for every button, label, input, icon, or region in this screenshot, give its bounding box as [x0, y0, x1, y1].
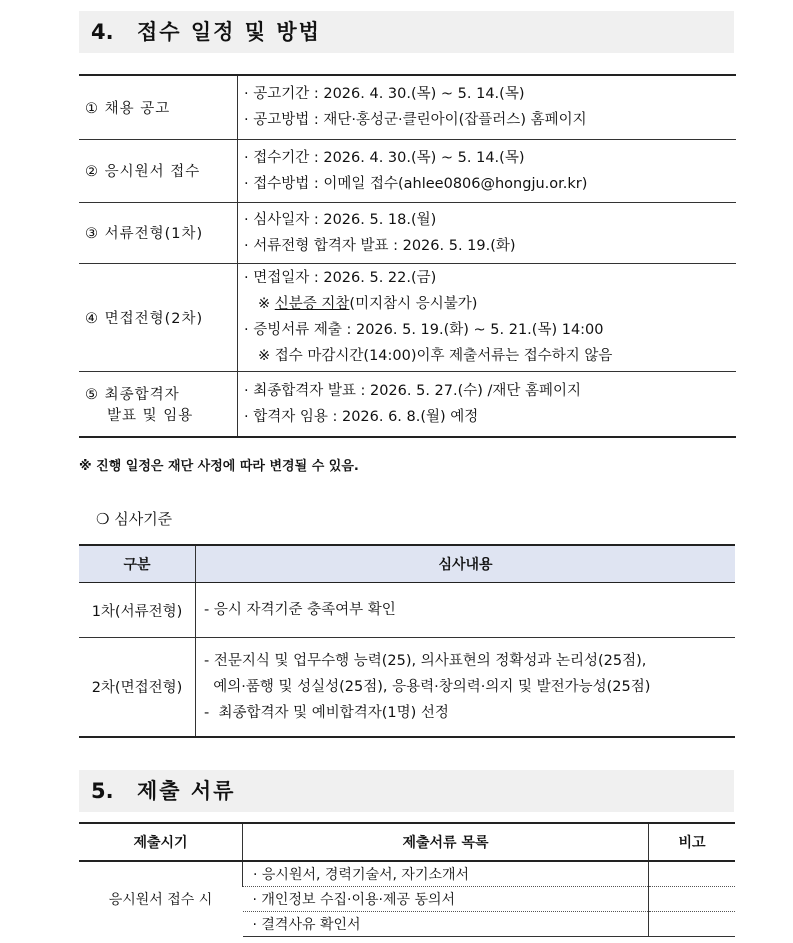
row-content: · 공고기간 : 2026. 4. 30.(목) ~ 5. 14.(목) · 공고방법 : 재단·홍성군·클린아이(잡플러스) 홈페이지 — [244, 86, 587, 129]
section-title: 접수 일정 및 방법 — [137, 20, 321, 44]
id-note: ※ 신분증 지참(미지참시 응시불가) — [258, 296, 478, 312]
section-4-header — [79, 11, 734, 53]
table-header-row — [79, 823, 735, 861]
document-item: · 응시원서, 경력기술서, 자기소개서 — [243, 861, 649, 887]
remarks-cell — [649, 887, 736, 912]
table-row — [79, 139, 736, 202]
row-label: ③ 서류전형(1차) — [79, 202, 238, 263]
table-row — [79, 371, 736, 437]
submission-timing: 응시원서 접수 시 — [108, 892, 213, 909]
section-title: 제출 서류 — [137, 779, 236, 803]
table-row — [79, 202, 736, 263]
row-label: ① 채용 공고 — [79, 75, 238, 139]
criteria-content: - 응시 자격기준 충족여부 확인 — [196, 583, 736, 638]
row-content: · 최종합격자 발표 : 2026. 5. 27.(수) /재단 홈페이지 · 합격자 임용 : 2026. 6. 8.(월) 예정 — [244, 382, 582, 425]
column-header: 제출서류 목록 — [243, 823, 649, 861]
criteria-table — [79, 544, 735, 738]
table-row — [79, 263, 736, 371]
schedule-table — [79, 74, 736, 438]
criteria-heading: ❍ 심사기준 — [96, 510, 173, 528]
column-header: 구분 — [79, 545, 196, 583]
remarks-cell — [649, 861, 736, 887]
schedule-note: ※ 진행 일정은 재단 사정에 따라 변경될 수 있음. — [79, 459, 359, 474]
row-label: ⑤ 최종합격자 발표 및 임용 — [79, 371, 238, 437]
documents-table — [79, 822, 735, 937]
document-item: · 개인정보 수집·이용·제공 동의서 — [243, 887, 649, 912]
column-header: 제출시기 — [79, 823, 243, 861]
column-header: 심사내용 — [196, 545, 736, 583]
criteria-type: 1차(서류전형) — [79, 583, 196, 638]
column-header: 비고 — [649, 823, 736, 861]
table-header-row — [79, 545, 735, 583]
criteria-content: - 전문지식 및 업무수행 능력(25), 의사표현의 정확성과 논리성(25점), 예의·품행 및 성실성(25점), 응용력·창의력·의지 및 발전가능성(25점) - 최종합격자 및 예비합격자(1명) 선정 — [196, 638, 736, 737]
row-content: · 면접일자 : 2026. 5. 22.(금) ※ 신분증 지참(미지참시 응시불가) · 증빙서류 제출 : 2026. 5. 19.(화) ~ 5. 21.(목) 14:00 ※ 접수 마감시간(14:00)이후 제출서류는 접수하지 않음 — [238, 263, 737, 371]
criteria-type: 2차(면접전형) — [79, 638, 196, 737]
table-row — [79, 638, 735, 737]
row-content: · 심사일자 : 2026. 5. 18.(월) · 서류전형 합격자 발표 : 2026. 5. 19.(화) — [244, 211, 516, 254]
row-label: ② 응시원서 접수 — [79, 139, 238, 202]
row-content: · 접수기간 : 2026. 4. 30.(목) ~ 5. 14.(목) · 접수방법 : 이메일 접수(ahlee0806@hongju.or.kr) — [244, 149, 588, 192]
section-number: 4. — [91, 20, 114, 44]
section-number: 5. — [91, 779, 114, 803]
table-row — [79, 583, 735, 638]
row-label: ④ 면접전형(2차) — [79, 263, 238, 371]
remarks-cell — [649, 912, 736, 937]
section-5-header — [79, 770, 734, 812]
table-row — [79, 861, 735, 887]
table-row — [79, 75, 736, 139]
document-item: · 결격사유 확인서 — [243, 912, 649, 937]
